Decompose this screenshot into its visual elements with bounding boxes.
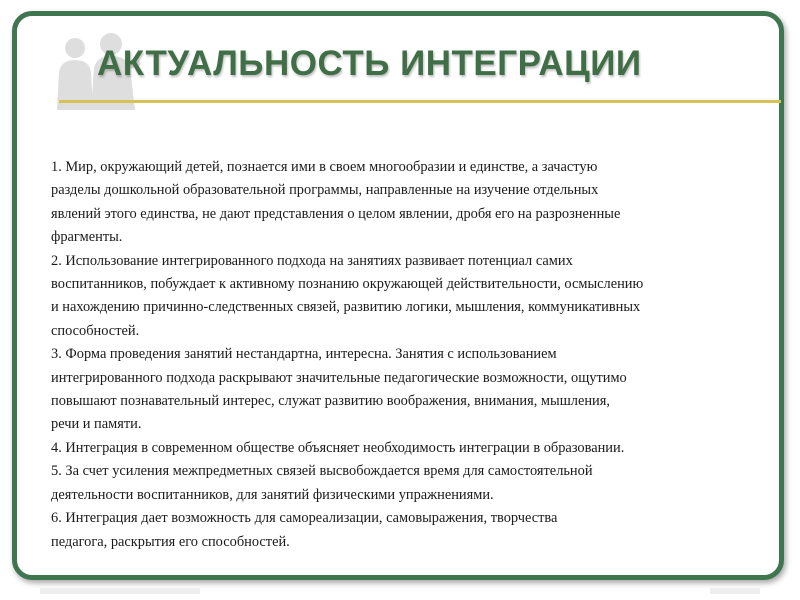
text-line: педагога, раскрытия его способностей. [51, 533, 290, 550]
text-line: воспитанников, побуждает к активному познанию окружающей действительности, осмыслению [51, 276, 644, 293]
footer-placeholder [40, 588, 200, 594]
text-line: повышают познавательный интерес, служат развитию воображения, внимания, мышления, [51, 393, 610, 410]
text-line: интегрированного подхода раскрывают значительные педагогические возможности, ощутимо [51, 369, 627, 386]
text-line: 1. Мир, окружающий детей, познается ими в своем многообразии и единстве, а зачастую [51, 159, 598, 175]
title-underline [59, 100, 781, 103]
text-line: фрагменты. [51, 229, 123, 246]
slide-title: АКТУАЛЬНОСТЬ ИНТЕГРАЦИИ [97, 44, 642, 83]
text-line: 2. Использование интегрированного подхода на занятиях развивает потенциал самих [51, 252, 573, 269]
text-line: и нахождению причинно-следственных связей, развитию логики, мышления, коммуникативных [51, 299, 641, 316]
slide-number-placeholder [710, 588, 760, 594]
text-line: явлений этого единства, не дают представления о целом явлении, дробя его на разрозненные [51, 205, 621, 222]
text-line: деятельности воспитанников, для занятий физическими упражнениями. [51, 486, 494, 503]
text-line: речи и памяти. [51, 416, 142, 433]
text-line: 4. Интеграция в современном обществе объясняет необходимость интеграции в образовании. [51, 439, 625, 456]
text-line: 3. Форма проведения занятий нестандартна, интересна. Занятия с использованием [51, 346, 557, 363]
text-line: разделы дошкольной образовательной программы, направленные на изучение отдельных [51, 182, 599, 199]
text-line: 5. За счет усиления межпредметных связей высвобождается время для самостоятельной [51, 463, 593, 480]
text-line: способностей. [51, 322, 140, 339]
text-line: 6. Интеграция дает возможность для самореализации, самовыражения, творчества [51, 510, 558, 527]
slide-body-text [51, 156, 751, 554]
